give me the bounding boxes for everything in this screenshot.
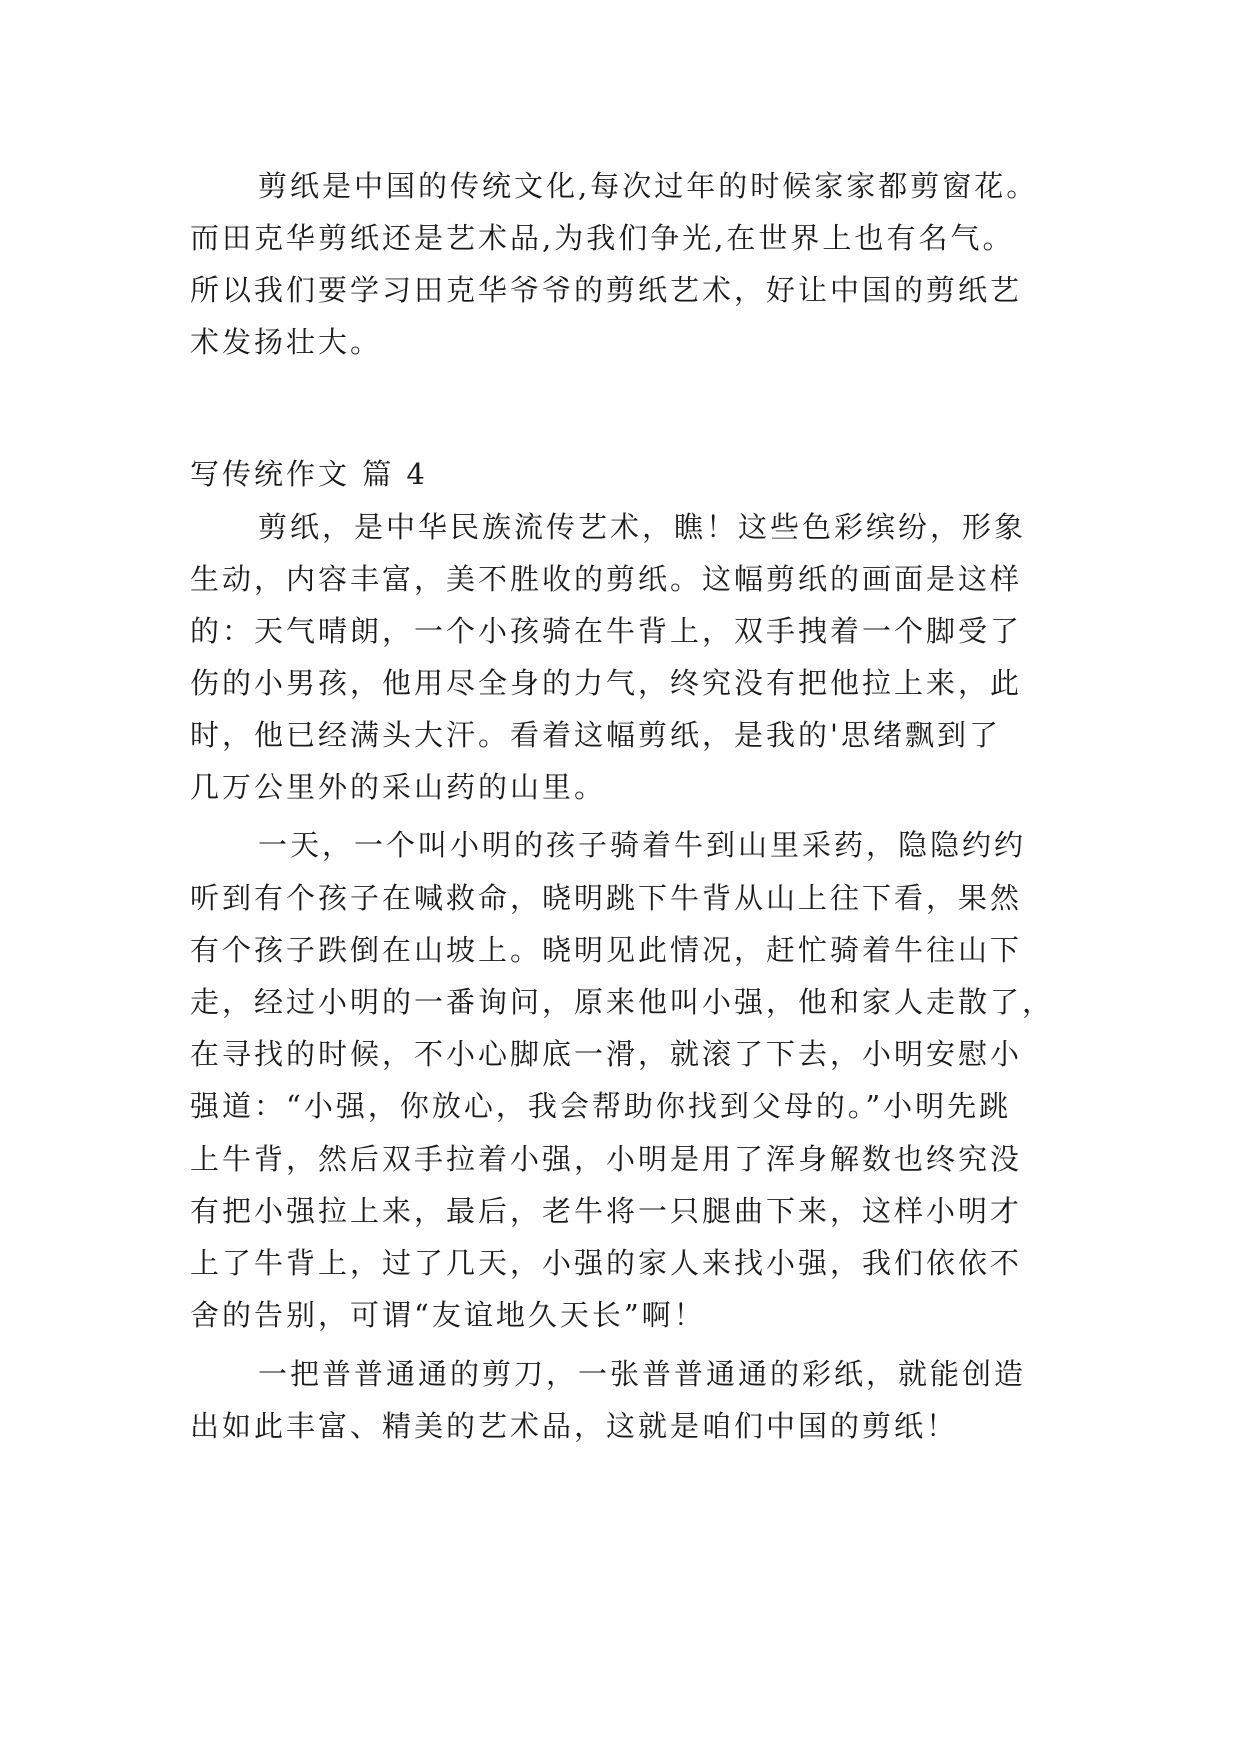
- paragraph-1-line-3: 所以我们要学习田克华爷爷的剪纸艺术，好让中国的剪纸艺: [190, 273, 1023, 307]
- paragraph-2-line-5: 时，他已经满头大汗。看着这幅剪纸，是我的'思绪飘到了: [190, 718, 1001, 752]
- paragraph-1-line-4: 术发扬壮大。: [190, 325, 383, 359]
- paragraph-2-line-1: 剪纸，是中华民族流传艺术，瞧！这些色彩缤纷，形象: [258, 510, 1027, 544]
- paragraph-4-line-1: 一把普普通通的剪刀，一张普普通通的彩纸，就能创造: [258, 1357, 1027, 1391]
- paragraph-2-line-6: 几万公里外的采山药的山里。: [190, 770, 607, 804]
- paragraph-2-line-3: 的：天气晴朗，一个小孩骑在牛背上，双手拽着一个脚受了: [190, 614, 1023, 648]
- paragraph-1-line-2: 而田克华剪纸还是艺术品,为我们争光,在世界上也有名气。: [190, 221, 1015, 255]
- paragraph-3-line-3: 有个孩子跌倒在山坡上。晓明见此情况，赶忙骑着牛往山下: [190, 933, 1023, 967]
- paragraph-3-line-9: 上了牛背上，过了几天，小强的家人来找小强，我们依依不: [190, 1246, 1023, 1280]
- paragraph-3-line-8: 有把小强拉上来，最后，老牛将一只腿曲下来，这样小明才: [190, 1194, 1023, 1228]
- paragraph-3-line-1: 一天，一个叫小明的孩子骑着牛到山里采药，隐隐约约: [258, 828, 1027, 862]
- paragraph-3-line-7: 上牛背，然后双手拉着小强，小明是用了浑身解数也终究没: [190, 1142, 1023, 1176]
- paragraph-2-line-4: 伤的小男孩，他用尽全身的力气，终究没有把他拉上来，此: [190, 666, 1023, 700]
- paragraph-1-line-1: 剪纸是中国的传统文化,每次过年的时候家家都剪窗花。: [258, 169, 1039, 203]
- paragraph-4-line-2: 出如此丰富、精美的艺术品，这就是咱们中国的剪纸！: [190, 1409, 959, 1443]
- paragraph-3-line-2: 听到有个孩子在喊救命，晓明跳下牛背从山上往下看，果然: [190, 881, 1023, 915]
- paragraph-3-line-4: 走，经过小明的一番询问，原来他叫小强，他和家人走散了，: [190, 985, 1055, 1019]
- paragraph-3-line-6: 强道：“小强，你放心，我会帮助你找到父母的。”小明先跳: [190, 1089, 1012, 1123]
- paragraph-3-line-5: 在寻找的时候，不小心脚底一滑，就滚了下去，小明安慰小: [190, 1037, 1023, 1071]
- paragraph-2-line-2: 生动，内容丰富，美不胜收的剪纸。这幅剪纸的画面是这样: [190, 562, 1023, 596]
- paragraph-3-line-10: 舍的告别，可谓“友谊地久天长”啊！: [190, 1298, 706, 1332]
- section-heading: 写传统作文 篇 4: [190, 457, 428, 491]
